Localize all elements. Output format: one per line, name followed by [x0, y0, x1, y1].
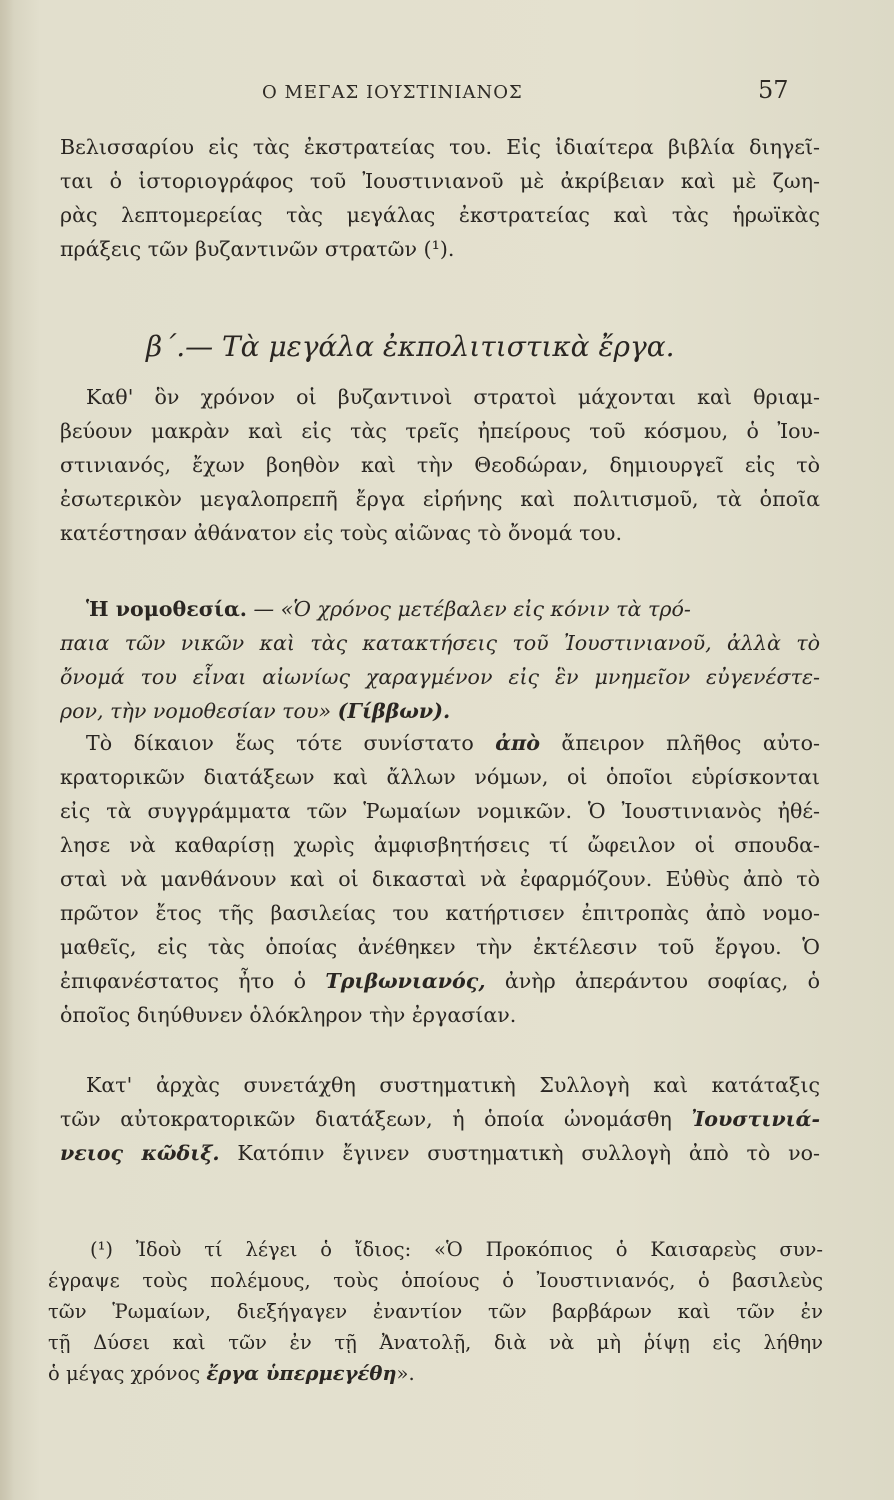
text-span: ἐπιφανέστατος ἦτο ὁ	[60, 969, 326, 993]
footnote-line	[48, 1358, 823, 1389]
text-line	[60, 1136, 820, 1170]
quote-text: — «Ὁ χρόνος μετέβαλεν εἰς κόνιν τὰ τρό-	[246, 597, 691, 621]
text-line: στινιανός, ἔχων βοηθὸν καὶ τὴν Θεοδώραν, δημιουργεῖ εἰς τὸ	[60, 453, 820, 477]
text-line: κρατορικῶν διατάξεων καὶ ἄλλων νόμων, οἱ ὁποῖοι εὑρίσκονται	[60, 765, 820, 789]
text-span: τῶν αὐτοκρατορικῶν διατάξεων, ἡ ὁποία ὠνομάσθη	[60, 1107, 692, 1131]
binding-shadow	[0, 0, 14, 1500]
text-line: Κατ' ἀρχὰς συνετάχθη συστηματικὴ Συλλογὴ καὶ κατάταξις	[86, 1073, 820, 1097]
paragraph-legislation	[60, 592, 820, 728]
footnote-line: (¹) Ἰδοὺ τί λέγει ὁ ἴδιος: «Ὁ Προκόπιος ὁ Καισαρεὺς συν-	[90, 1238, 823, 1261]
section-heading: β΄.— Τὰ μεγάλα ἐκπολιτιστικὰ ἔργα.	[146, 330, 675, 363]
text-line: Βελισσαρίου εἰς τὰς ἐκστρατείας του. Εἰς ἰδιαίτερα βιβλία διηγεῖ-	[60, 135, 820, 159]
text-line: ὁποῖος διηύθυνεν ὁλόκληρον τὴν ἐργασίαν.	[60, 1003, 517, 1027]
running-title: Ο ΜΕΓΑΣ ΙΟΥΣΤΙΝΙΑΝΟΣ	[262, 82, 523, 103]
text-span: Τὸ δίκαιον ἕως τότε συνίστατο	[86, 731, 496, 755]
text-line: λησε νὰ καθαρίσῃ χωρὶς ἀμφισβητήσεις τί ὤφειλον οἱ σπουδα-	[60, 833, 820, 857]
text-line	[60, 1102, 820, 1136]
text-line: ἐσωτερικὸν μεγαλοπρεπῆ ἔργα εἰρήνης καὶ πολιτισμοῦ, τὰ ὁποῖα	[60, 487, 820, 511]
page-number: 57	[758, 76, 789, 104]
subsection-lead: Ἡ νομοθεσία.	[86, 597, 247, 621]
emphasis-span: ἔργα ὑπερμεγέθη	[206, 1362, 397, 1385]
text-line: πράξεις τῶν βυζαντινῶν στρατῶν (¹).	[60, 237, 455, 261]
text-span: ἄπειρον πλῆθος αὐτο-	[539, 731, 820, 755]
emphasis-span: Τριβωνιανός,	[325, 969, 486, 993]
quote-attribution: (Γίββων).	[337, 699, 451, 723]
emphasis-span: ἀπὸ	[495, 731, 540, 755]
text-line: βεύουν μακρὰν καὶ εἰς τὰς τρεῖς ἠπείρους τοῦ κόσμου, ὁ Ἰου-	[60, 419, 820, 443]
paragraph-1	[60, 380, 820, 550]
footnote	[48, 1234, 823, 1389]
text-line: μαθεῖς, εἰς τὰς ὁποίας ἀνέθηκεν τὴν ἐκτέλεσιν τοῦ ἔργου. Ὁ	[60, 935, 820, 959]
footnote-line: τῶν Ῥωμαίων, διεξήγαγεν ἐναντίον τῶν βαρβάρων καὶ τῶν ἐν	[48, 1300, 823, 1323]
text-line	[60, 964, 820, 998]
text-line: κατέστησαν ἀθάνατον εἰς τοὺς αἰῶνας τὸ ὄνομά του.	[60, 521, 622, 545]
intro-paragraph	[60, 130, 820, 266]
page-header	[0, 76, 894, 106]
text-span: Κατόπιν ἔγινεν συστηματικὴ συλλογὴ ἀπὸ τὸ νο-	[219, 1141, 820, 1165]
quote-line: ὄνομά του εἶναι αἰωνίως χαραγμένον εἰς ἓν μνημεῖον εὐγενέστε-	[60, 665, 820, 689]
quote-line	[60, 694, 820, 728]
text-line: εἰς τὰ συγγράμματα τῶν Ῥωμαίων νομικῶν. Ὁ Ἰουστινιανὸς ἠθέ-	[60, 799, 820, 823]
text-span: ὁ μέγας χρόνος	[48, 1362, 207, 1385]
paragraph-3	[60, 726, 820, 1032]
emphasis-span: νειος κῶδιξ.	[60, 1141, 220, 1165]
text-line: ται ὁ ἱστοριογράφος τοῦ Ἰουστινιανοῦ μὲ ἀκρίβειαν καὶ μὲ ζωη-	[60, 169, 820, 193]
quote-text: ρον, τὴν νομοθεσίαν του»	[60, 699, 338, 723]
footnote-line: έγραψε τοὺς πολέμους, τοὺς ὁποίους ὁ Ἰουστινιανός, ὁ βασιλεὺς	[48, 1269, 823, 1292]
quote-line: παια τῶν νικῶν καὶ τὰς κατακτήσεις τοῦ Ἰουστινιανοῦ, ἀλλὰ τὸ	[60, 631, 820, 655]
text-span: ».	[396, 1362, 415, 1385]
text-span: ἀνὴρ ἀπεράντου σοφίας, ὁ	[485, 969, 820, 993]
footnote-line: τῇ Δύσει καὶ τῶν ἐν τῇ Ἀνατολῇ, διὰ νὰ μὴ ῥίψῃ εἰς λήθην	[48, 1331, 823, 1354]
paragraph-4	[60, 1068, 820, 1170]
text-line	[60, 592, 820, 626]
text-line: σταὶ νὰ μανθάνουν καὶ οἱ δικασταὶ νὰ ἐφαρμόζουν. Εὐθὺς ἀπὸ τὸ	[60, 867, 820, 891]
text-line: ρὰς λεπτομερείας τὰς μεγάλας ἐκστρατείας καὶ τὰς ἡρωϊκὰς	[60, 203, 820, 227]
text-line	[60, 726, 820, 760]
emphasis-span: Ἰουστινιά-	[691, 1107, 820, 1131]
text-line: πρῶτον ἔτος τῆς βασιλείας του κατήρτισεν ἐπιτροπὰς ἀπὸ νομο-	[60, 901, 820, 925]
text-line: Καθ' ὃν χρόνον οἱ βυζαντινοὶ στρατοὶ μάχονται καὶ θριαμ-	[86, 385, 820, 409]
